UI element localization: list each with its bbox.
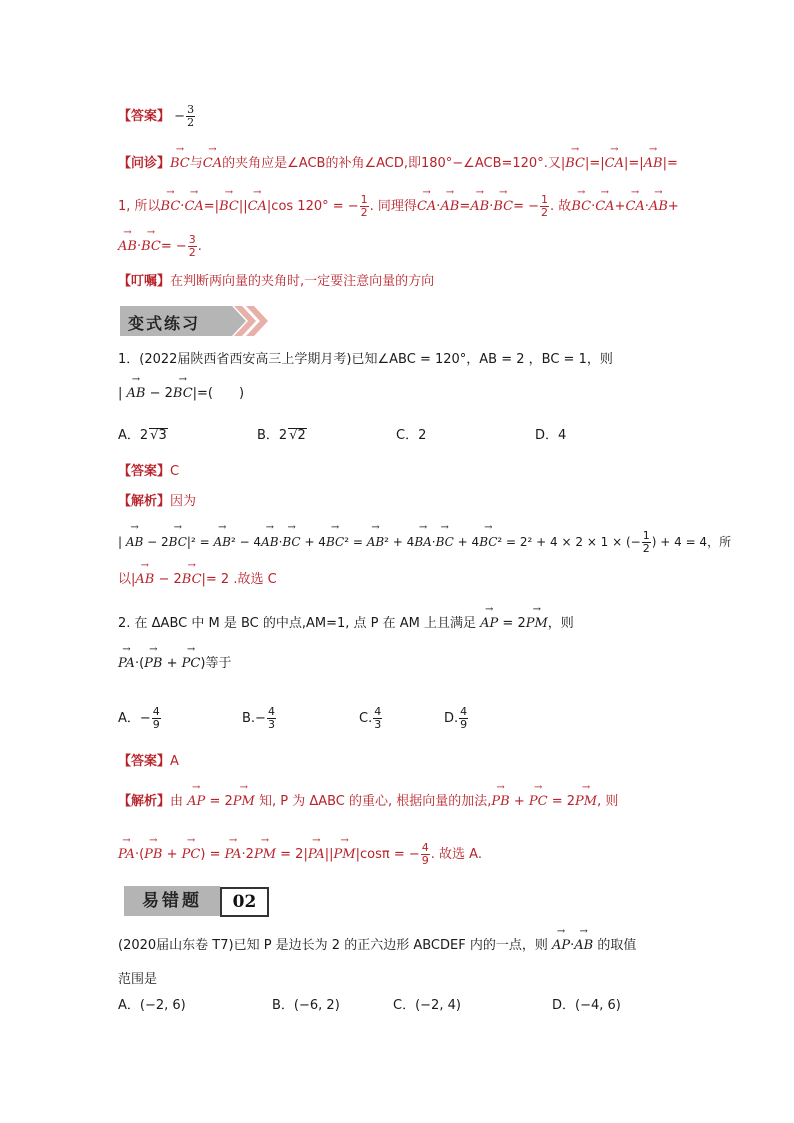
q2-stem: 2. 在 ΔABC 中 M 是 BC 的中点,AM=1, 点 P 在 AM 上且满足 → AP = 2→ PM，则 [118, 616, 574, 632]
vec: → BC [282, 534, 300, 550]
vec-bc-q1: → BC [173, 386, 193, 402]
diag-frac-1 [360, 194, 369, 219]
vec-ca-2: → CA [605, 156, 624, 172]
vec-bc-5: → BC [493, 199, 513, 215]
frac-den: 3 [374, 718, 382, 731]
vec-ab: → AB [644, 156, 663, 172]
diag-text-1c: |=| [584, 156, 605, 171]
frac-num: 4 [152, 705, 160, 718]
answer-label: 【答案】 [118, 109, 171, 124]
q1-stem-text: 1．(2022届陕西省西安高三上学期月考)已知∠ABC = 120°，AB = 2 ，BC = 1，则 [118, 352, 613, 367]
diag-text-2e: . 同理得 [369, 199, 417, 214]
frac-num: 1 [360, 193, 368, 206]
q2-opt-c-frac [373, 706, 382, 731]
q2-option-c [359, 706, 383, 731]
q2-opt-b-frac [267, 706, 276, 731]
vec-bc: → BC [170, 156, 190, 172]
vec: → BC [182, 572, 202, 588]
answer-line [118, 104, 196, 129]
q3-option-d: D．(−4, 6) [552, 998, 621, 1013]
section-banner-practice [120, 306, 270, 336]
vec: → PA [308, 847, 325, 863]
q2-opt-b-label: B.− [242, 711, 266, 726]
diag-text-2b: =| [203, 199, 220, 214]
answer-frac-num: 3 [187, 103, 195, 116]
reminder-label: 【叮嘱】 [118, 274, 171, 289]
banner-title: 变式练习 [128, 314, 201, 333]
frac-num: 3 [188, 233, 196, 246]
frac-den: 2 [360, 206, 368, 219]
vec: → PA [225, 847, 242, 863]
diag-frac-2 [540, 194, 549, 219]
q2-option-a [118, 706, 162, 731]
q1-analysis-label: 【解析】 [118, 494, 171, 509]
vec-bc-3: → BC [161, 199, 181, 215]
q2-answer-label: 【答案】 [118, 754, 171, 769]
q3-stem-2 [118, 972, 157, 988]
vec-ab-3: → AB [470, 199, 489, 215]
diag-text-2c: || [238, 199, 248, 214]
q2-expression: → PA·(→ PB + → PC)等于 [118, 656, 231, 672]
frac-num: 4 [374, 705, 382, 718]
vec: → AP [552, 938, 570, 954]
vec: → PM [575, 794, 597, 810]
q3-option-b: B．(−6, 2) [272, 998, 340, 1013]
diag-text-2h: . 故 [550, 199, 572, 214]
vec-bc-4: → BC [219, 199, 239, 215]
vec-ab-q1: → AB [127, 386, 146, 402]
q2-stem-b: ，则 [547, 616, 574, 631]
vec-ab-5: → AB [118, 239, 137, 255]
q1-calc-tail: = 2² + 4 × 2 × 1 × (− [506, 535, 641, 549]
banner-error-title: 易错题 [124, 886, 220, 916]
q2-analysis-c: , 则 [597, 794, 619, 809]
q1-analysis [118, 494, 196, 510]
vec-ab-4: → AB [649, 199, 668, 215]
vec: → AP [187, 794, 205, 810]
diag-frac-3 [188, 234, 197, 259]
vec: → PC [529, 794, 548, 810]
sqrt-radicand: √2 [289, 428, 306, 443]
q2-analysis-a: 由 [170, 794, 184, 809]
vec: → PM [334, 847, 356, 863]
q1-opt-a-rad: 3 [158, 428, 167, 443]
vec-bc-2: → BC [565, 156, 585, 172]
q1-opt-b-rad: 2 [297, 428, 306, 443]
vec: → BC [169, 534, 187, 550]
frac-num: 4 [421, 841, 429, 854]
q2-answer-value: A [170, 754, 179, 769]
section-banner-error [124, 886, 269, 916]
diagnosis-line-3: → AB·→ BC= − $\frac{3}{2}$ . [118, 234, 202, 259]
vec: → PA [118, 847, 135, 863]
vec: → BC [436, 534, 454, 550]
q2-calc-end: . 故选 A. [430, 847, 482, 862]
vec-bc-7: → BC [141, 239, 161, 255]
vec: → PB [144, 847, 162, 863]
q2-stem-a: 2. 在 ΔABC 中 M 是 BC 的中点,AM=1, 点 P 在 AM 上且满足 [118, 616, 477, 631]
q3-stem-a: (2020届山东卷 T7)已知 P 是边长为 2 的正六边形 ABCDEF 内的一点，则 [118, 938, 548, 953]
frac-num: 1 [541, 193, 549, 206]
answer-sign: − [174, 109, 186, 124]
vec: → AB [261, 534, 278, 550]
sqrt-radicand: √3 [150, 428, 167, 443]
diag-text-2i: + [614, 199, 626, 214]
vec: → PM [233, 794, 255, 810]
q3-stem-c: 范围是 [118, 972, 158, 987]
answer-frac-den: 2 [187, 116, 195, 129]
vec: → AB [126, 534, 143, 550]
diag-text-2a: 1, 所以 [118, 199, 161, 214]
vec: → PB [491, 794, 509, 810]
vec: → PC [182, 656, 201, 672]
frac-den: 2 [541, 206, 549, 219]
vec: → AP [480, 616, 498, 632]
q2-calc: → PA·(→ PB + → PC) = → PA·2→ PM = 2|→ PA||→ PM|cosπ = − $\frac{4}{9}$ . 故选 A. [118, 842, 482, 867]
q2-analysis: 【解析】由 → AP = 2→ PM 知, P 为 ΔABC 的重心, 根据向量的加法,→ PB + → PC = 2→ PM, 则 [118, 794, 618, 810]
q1-expression: | → AB − 2→ BC|=( ) [118, 386, 244, 402]
vec: → PM [254, 847, 276, 863]
vec: → AB [135, 572, 154, 588]
q2-analysis-b: 知, P 为 ΔABC 的重心, 根据向量的加法, [258, 794, 492, 809]
q1-calc-frac [642, 530, 651, 555]
q1-option-a [118, 428, 168, 444]
diag-text-2f: = [459, 199, 471, 214]
vec-ca-3: → CA [184, 199, 203, 215]
q3-stem-b: 的取值 [597, 938, 637, 953]
vec-ca-4: → CA [248, 199, 267, 215]
q3-stem: (2020届山东卷 T7)已知 P 是边长为 2 的正六边形 ABCDEF 内的一点，则 → AP·→ AB 的取值 [118, 938, 636, 954]
q2-calc-frac [421, 842, 430, 867]
q2-opt-a-label: A．− [118, 711, 151, 726]
vec: → BC [479, 534, 497, 550]
diag-text-1d: |=| [623, 156, 644, 171]
q2-opt-d-frac [459, 706, 468, 731]
vec: → PM [526, 616, 548, 632]
frac-den: 9 [421, 854, 429, 867]
diagnosis-line-2: 1, 所以→ BC·→ CA=|→ BC||→ CA|cos 120° = − $\frac{1}{2}$ . 同理得→ CA·→ AB=→ AB·→ BC= − $\frac{1}{2}$ . 故→ BC·→ CA+→ CA·→ AB+ [118, 194, 679, 219]
frac-num: 4 [267, 705, 275, 718]
diagnosis-line-1 [118, 156, 678, 172]
q2-stem-c: 等于 [205, 656, 232, 671]
frac-den: 2 [642, 542, 650, 555]
q1-expr-tail: |=( ) [192, 386, 245, 401]
diag-text-1b: 的夹角应是∠ACB的补角∠ACD,即180°−∠ACB=120°.又| [222, 156, 566, 171]
q1-option-b [257, 428, 307, 444]
q1-answer-label: 【答案】 [118, 464, 171, 479]
vec-ca-5: → CA [417, 199, 436, 215]
q1-calc: | → AB − 2→ BC|² = → AB² − 4→ AB·→ BC + 4→ BC² = → AB² + 4→ BA·→ BC + 4→ BC² = 2² + 4 × 2 × 1 × (− $\frac{1}{2}$ ) + 4 = 4，所 [118, 530, 731, 555]
q1-concl-b: |= 2 .故选 C [201, 572, 277, 587]
q3-option-a: A．(−2, 6) [118, 998, 186, 1013]
q1-analysis-text: 因为 [170, 494, 197, 509]
vec: → AB [367, 534, 384, 550]
q2-answer [118, 754, 179, 770]
frac-den: 3 [267, 718, 275, 731]
vec-bc-6: → BC [571, 199, 591, 215]
vec-ca-6: → CA [595, 199, 614, 215]
banner-error-number: 02 [220, 887, 269, 917]
frac-den: 9 [460, 718, 468, 731]
vec: → PC [182, 847, 201, 863]
frac-den: 9 [152, 718, 160, 731]
q2-calc-tail: cosπ = − [360, 847, 420, 862]
q1-answer-value: C [170, 464, 180, 479]
vec: → AB [574, 938, 593, 954]
vec: → PA [118, 656, 135, 672]
frac-den: 2 [188, 246, 196, 259]
diag-text-2g: = − [513, 199, 540, 214]
q2-opt-c-label: C. [359, 711, 373, 726]
q1-conclusion: 以|→ AB − 2→ BC|= 2 .故选 C [118, 572, 277, 588]
vec: → BC [326, 534, 344, 550]
diagnosis-label: 【问诊】 [118, 156, 171, 171]
q2-option-d [444, 706, 469, 731]
vec: → AB [213, 534, 230, 550]
diag-text-1: 与 [189, 156, 203, 171]
q1-answer [118, 464, 179, 480]
frac-num: 4 [460, 705, 468, 718]
vec-ca: → CA [203, 156, 222, 172]
q1-stem [118, 352, 613, 368]
q2-analysis-label: 【解析】 [118, 794, 171, 809]
diag-text-2j: + [667, 199, 679, 214]
reminder-text: 在判断两向量的夹角时,一定要注意向量的方向 [170, 274, 435, 289]
diag-text-3a: = − [160, 239, 187, 254]
q2-opt-a-frac [152, 706, 161, 731]
frac-num: 1 [642, 529, 650, 542]
vec: → BA [414, 534, 431, 550]
q3-option-c: C．(−2, 4) [393, 998, 461, 1013]
q1-option-d: D．4 [535, 428, 567, 443]
q1-opt-a-label: A．2 [118, 428, 149, 443]
diag-text-1e: |= [662, 156, 678, 171]
diag-text-2d: |cos 120° = − [266, 199, 359, 214]
q1-calc-tail2: ) + 4 = 4，所 [651, 535, 732, 549]
answer-fraction [186, 104, 195, 129]
vec: → PB [144, 656, 162, 672]
q2-opt-d-label: D. [444, 711, 459, 726]
vec-ca-7: → CA [625, 199, 644, 215]
q1-option-c: C．2 [396, 428, 427, 443]
q1-concl-a: 以| [118, 572, 136, 587]
reminder-line [118, 274, 434, 290]
vec-ab-2: → AB [440, 199, 459, 215]
q1-opt-b-label: B．2 [257, 428, 288, 443]
q2-option-b [242, 706, 277, 731]
